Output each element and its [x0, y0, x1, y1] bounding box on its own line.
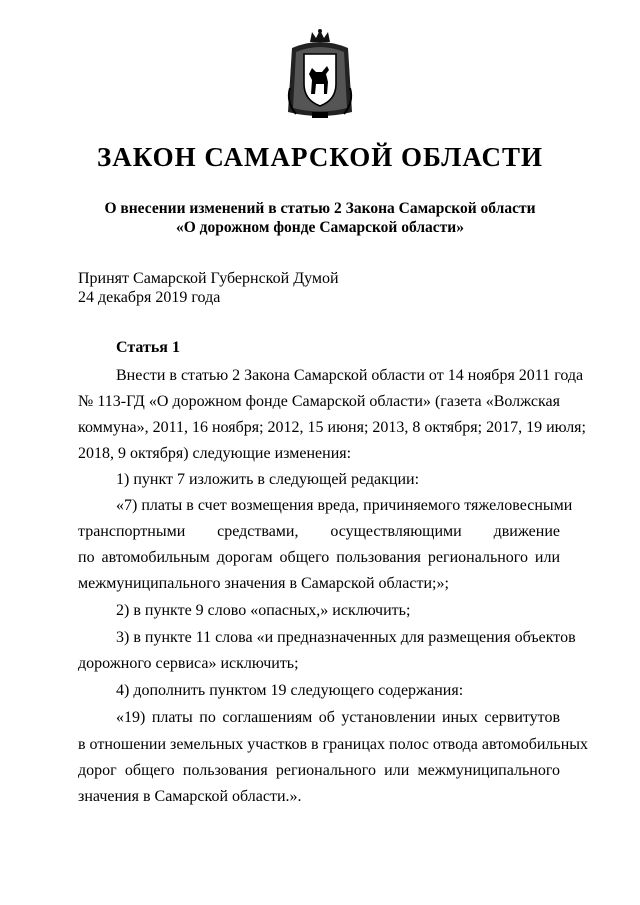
law-title: ЗАКОН САМАРСКОЙ ОБЛАСТИ	[97, 142, 543, 172]
article-line: межмуниципального значения в Самарской области;»;	[78, 575, 449, 592]
article-line: в отношении земельных участков в границах полос отвода автомобильных	[78, 736, 589, 753]
article-line: по автомобильным дорогам общего пользования регионального или	[78, 549, 560, 566]
adoption-body: Принят Самарской Губернской Думой	[78, 270, 339, 287]
article-line: «7) платы в счет возмещения вреда, причиняемого тяжеловесными	[116, 497, 573, 514]
law-subtitle-line-1: О внесении изменений в статью 2 Закона Самарской области	[104, 200, 536, 217]
coat-of-arms-emblem	[282, 28, 358, 122]
article-line: значения в Самарской области.».	[78, 788, 302, 805]
article-line: транспортными средствами, осуществляющими движение	[78, 523, 560, 540]
article-heading: Статья 1	[116, 339, 180, 356]
article-line: дорог общего пользования регионального или межмуниципального	[78, 762, 560, 779]
article-line: 3) в пункте 11 слова «и предназначенных для размещения объектов	[116, 629, 576, 646]
article-line: коммуна», 2011, 16 ноября; 2012, 15 июня; 2013, 8 октября; 2017, 19 июля;	[78, 419, 586, 436]
article-line: 1) пункт 7 изложить в следующей редакции:	[116, 471, 420, 488]
article-line: Внести в статью 2 Закона Самарской области от 14 ноября 2011 года	[116, 367, 584, 384]
article-line: 2018, 9 октября) следующие изменения:	[78, 445, 352, 462]
article-line: 2) в пункте 9 слово «опасных,» исключить;	[116, 602, 411, 619]
article-line: № 113-ГД «О дорожном фонде Самарской области» (газета «Волжская	[78, 393, 560, 410]
adoption-date: 24 декабря 2019 года	[78, 289, 221, 306]
article-line: «19) платы по соглашениям об установлении иных сервитутов	[116, 709, 560, 726]
law-subtitle-line-2: «О дорожном фонде Самарской области»	[176, 219, 464, 236]
article-line: 4) дополнить пунктом 19 следующего содержания:	[116, 682, 464, 699]
article-line: дорожного сервиса» исключить;	[78, 655, 299, 672]
